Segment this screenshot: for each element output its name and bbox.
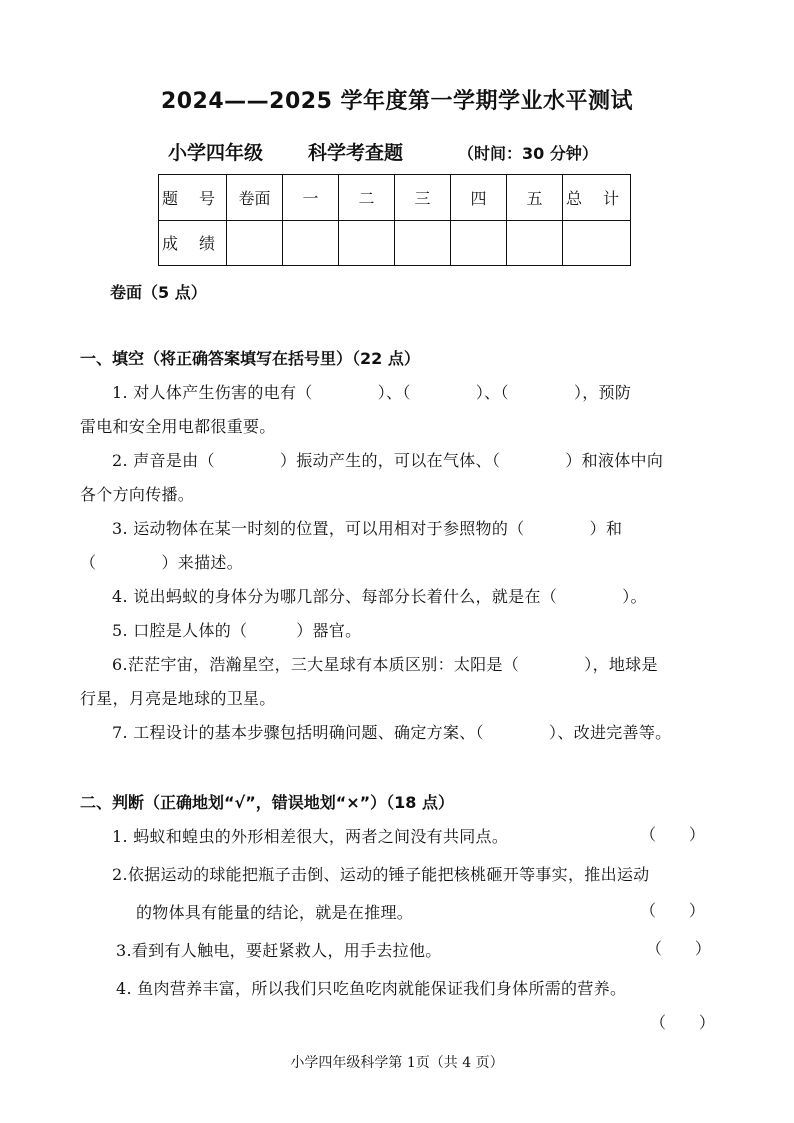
- judge-question-3: 3.看到有人触电，要赶紧救人，用手去拉他。: [116, 941, 442, 960]
- score-cell[interactable]: [451, 220, 507, 266]
- header-cell-5: 五: [507, 175, 563, 221]
- subject-label: 科学考查题: [308, 142, 404, 164]
- score-table: [158, 174, 631, 266]
- fill-question-1-cont: 雷电和安全用电都很重要。: [80, 417, 276, 436]
- header-cell-total: 总 计: [563, 175, 631, 221]
- fill-question-1: 1. 对人体产生伤害的电有（ ）、（ ）、（ ），预防: [112, 383, 632, 402]
- judge-answer-blank-4[interactable]: （ ）: [650, 1013, 716, 1032]
- header-cell-number: 题 号: [159, 175, 227, 221]
- header-cell-3: 三: [395, 175, 451, 221]
- judge-answer-blank-2[interactable]: （ ）: [640, 901, 706, 920]
- exam-title: 2024——2025 学年度第一学期学业水平测试: [160, 89, 634, 114]
- header-cell-4: 四: [451, 175, 507, 221]
- score-cell[interactable]: [507, 220, 563, 266]
- fill-question-7: 7. 工程设计的基本步骤包括明确问题、确定方案、（ ）、改进完善等。: [112, 723, 672, 742]
- fill-question-4: 4. 说出蚂蚁的身体分为哪几部分、每部分长着什么，就是在（ ）。: [112, 587, 647, 606]
- score-table-score-row: [159, 220, 631, 266]
- judge-question-2: 2.依据运动的球能把瓶子击倒、运动的锤子能把核桃砸开等事实，推出运动: [112, 865, 650, 884]
- score-cell[interactable]: [563, 220, 631, 266]
- section1-title: 一、填空（将正确答案填写在括号里）（22 点）: [80, 349, 420, 368]
- score-cell[interactable]: [227, 220, 283, 266]
- fill-question-6-cont: 行星，月亮是地球的卫星。: [80, 689, 276, 708]
- score-cell[interactable]: [283, 220, 339, 266]
- section2-title: 二、判断（正确地划“√”，错误地划“×”）（18 点）: [80, 793, 454, 812]
- judge-answer-blank-3[interactable]: （ ）: [646, 939, 712, 958]
- fill-question-5: 5. 口腔是人体的（ ）器官。: [112, 621, 362, 640]
- judge-answer-blank-1[interactable]: （ ）: [640, 825, 706, 844]
- score-table-header-row: [159, 175, 631, 221]
- judge-question-4: 4. 鱼肉营养丰富，所以我们只吃鱼吃肉就能保证我们身体所需的营养。: [116, 979, 627, 998]
- page-footer: 小学四年级科学第 1页（共 4 页）: [290, 1055, 504, 1071]
- header-cell-neatness: 卷面: [227, 175, 283, 221]
- score-cell[interactable]: [395, 220, 451, 266]
- header-cell-2: 二: [339, 175, 395, 221]
- score-cell[interactable]: [339, 220, 395, 266]
- score-row-label: 成 绩: [159, 220, 227, 266]
- fill-question-3-cont: （ ）来描述。: [80, 553, 244, 572]
- fill-question-6: 6.茫茫宇宙，浩瀚星空，三大星球有本质区别：太阳是（ ），地球是: [112, 655, 658, 674]
- judge-question-1: 1. 蚂蚁和蝗虫的外形相差很大，两者之间没有共同点。: [112, 827, 509, 846]
- header-cell-1: 一: [283, 175, 339, 221]
- fill-question-2-cont: 各个方向传播。: [80, 485, 195, 504]
- fill-question-2: 2. 声音是由（ ）振动产生的，可以在气体、（ ）和液体中向: [112, 451, 664, 470]
- time-label: （时间：30 分钟）: [458, 144, 598, 163]
- fill-question-3: 3. 运动物体在某一时刻的位置，可以用相对于参照物的（ ）和: [112, 519, 623, 538]
- grade-label: 小学四年级: [168, 142, 264, 164]
- judge-question-2-cont: 的物体具有能量的结论，就是在推理。: [136, 903, 414, 922]
- neatness-label: 卷面（5 点）: [110, 283, 207, 302]
